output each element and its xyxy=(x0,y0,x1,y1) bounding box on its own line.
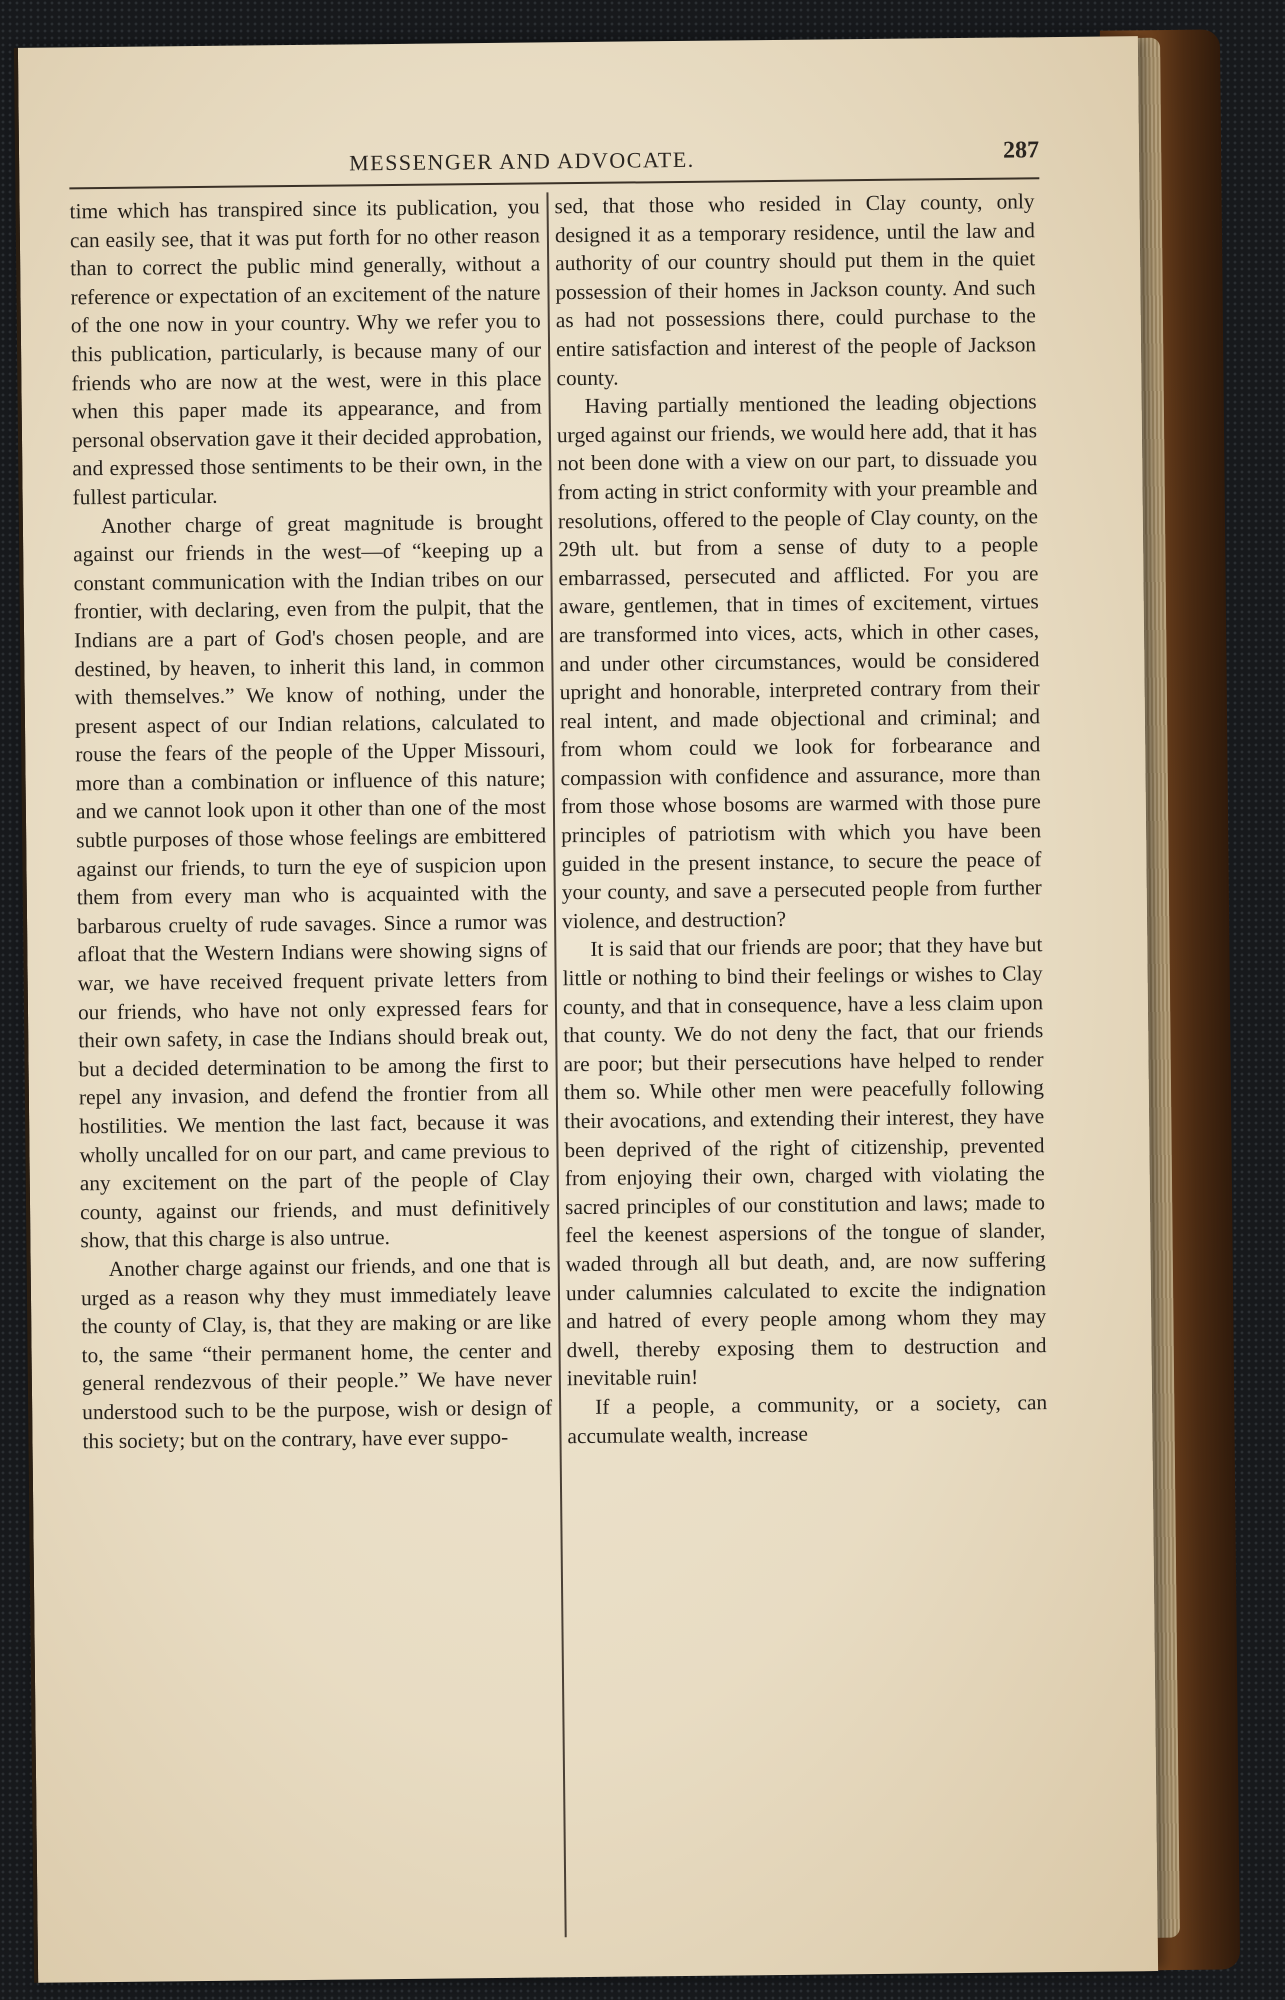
paragraph: It is said that our friends are poor; that they have but little or nothing to bind their feelings or wishes to Clay county, and that in consequence, have a less claim upon that county. We do not deny the fact, that our friends are poor; but their persecutions have helped to render them so. While other men were peacefully following their avocations, and extending their interest, they have been deprived of the right of citizenship, prevented from enjoying their own, charged with violating the sacred principles of our constitution and laws; made to feel the keenest aspersions of the tongue of slander, waded through all but death, and, are now suffering under calumnies calculated to excite the indignation and hatred of every people among whom they may dwell, thereby exposing them to destruction and inevitable ruin! xyxy=(562,932,1047,1391)
paragraph: Another charge against our friends, and one that is urged as a reason why they must immediately leave the county of Clay, is, that they are making or are like to, the same “their permanent home, the center and general rendezvous of their people.” We have never understood such to be the purpose, wish or design of this society; but on the contrary, have ever suppo- xyxy=(80,1252,553,1453)
book-page xyxy=(14,36,1158,1983)
paragraph: Having partially mentioned the leading objections urged against our friends, we would here add, that it has not been done with a view on our part, to dissuade you from acting in strict conformity with your preamble and resolutions, offered to the people of Clay county, on the 29th ult. but from a sense of duty to a people embarrassed, persecuted and afflicted. For you are aware, gentlemen, that in times of excitement, virtues are transformed into vices, acts, which in other cases, and under other circumstances, would be considered upright and honorable, interpreted contrary from their real intent, and made objectional and criminal; and from whom could we look for forbearance and compassion with confidence and assurance, more than from those whose bosoms are warmed with those pure principles of patriotism with which you have been guided in the present instance, to secure the peace of your county, and save a persecuted people from further violence, and destruction? xyxy=(556,389,1042,934)
paragraph: If a people, a community, or a society, can accumulate wealth, increase xyxy=(567,1390,1048,1448)
paragraph: sed, that those who resided in Clay county, only designed it as a temporary residence, until the law and authority of our country should put them in the quiet possession of their homes in Jackson county. And such as had not possessions there, could purchase to the entire satisfaction and interest of the people of Jackson county. xyxy=(554,189,1037,390)
page-number: 287 xyxy=(1002,137,1040,164)
paragraph: Another charge of great magnitude is brought against our friends in the west—of “keeping up a constant communication with the Indian tribes on our frontier, with declaring, even from the pulpit, that the Indians are a part of God's chosen people, and are destined, by heaven, to inherit this land, in common with themselves.” We know of nothing, under the present aspect of our Indian relations, calculated to rouse the fears of the people of the Upper Missouri, more than a combination or influence of this nature; and we cannot look upon it other than one of the most subtle purposes of those whose feelings are embittered against our friends, to turn the eye of suspicion upon them from every man who is acquainted with the barbarous cruelty of rude savages. Since a rumor was afloat that the Western Indians were showing signs of war, we have received frequent private letters from our friends, who have not only expressed fears for their own safety, in case the Indians should break out, but a decided determination to be among the first to repel any invasion, and defend the frontier from all hostilities. We mention the last fact, because it was wholly uncalled for on our part, and came previous to any excitement on the part of the people of Clay county, against our friends, and must definitively show, that this charge is also untrue. xyxy=(73,508,551,1253)
header-title: MESSENGER AND ADVOCATE. xyxy=(348,146,695,176)
left-column xyxy=(69,192,552,1455)
right-column xyxy=(554,187,1047,1450)
running-header xyxy=(69,137,1039,189)
paragraph: time which has transpired since its publication, you can easily see, that it was put forth for no other reason than to correct the public mind generally, without a reference or expectation of an excitement of the nature of the one now in your country. Why we refer you to this publication, particularly, is because many of our friends who are now at the west, were in this place when this paper made its appearance, and from personal observation gave it their decided approbation, and expressed those sentiments to be their own, in the fullest particular. xyxy=(69,194,543,510)
